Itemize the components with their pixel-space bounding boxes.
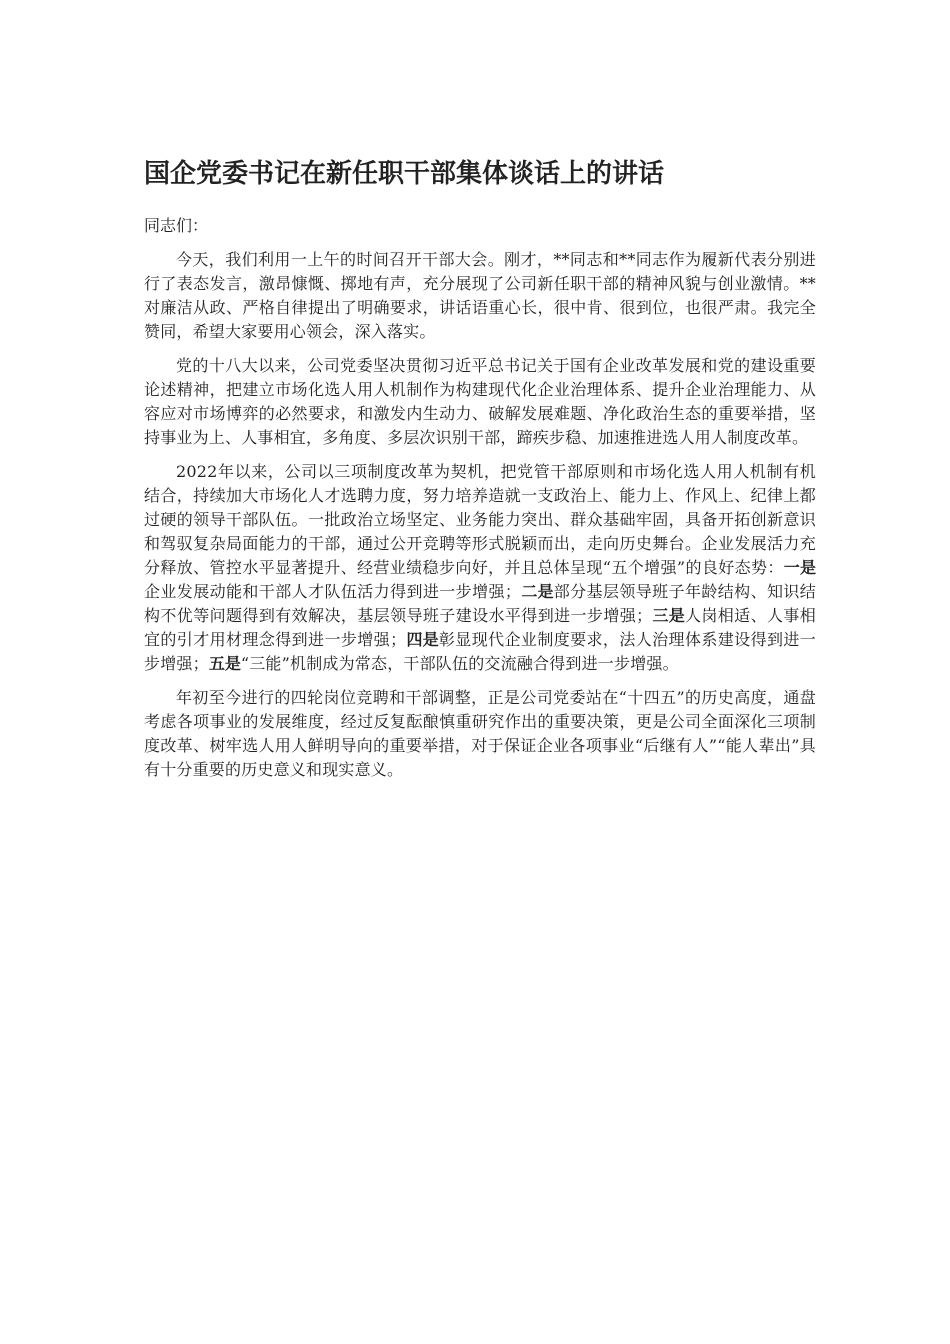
paragraph-4: 年初至今进行的四轮岗位竞聘和干部调整，正是公司党委站在“十四五”的历史高度，通盘考虑各项事业的发展维度，经过反复酝酿慎重研究作出的重要决策，更是公司全面深化三项制度改革、树牢选人用人鲜明导向的重要举措，对于保证企业各项事业“后继有人”“能人辈出”具有十分重要的历史意义和现实意义。 (144, 688, 816, 779)
paragraph-1: 今天，我们利用一上午的时间召开干部大会。刚才，**同志和**同志作为履新代表分别进行了表态发言，激昂慷慨、掷地有声，充分展现了公司新任职干部的精神风貌与创业激情。**对廉洁从政、严格自律提出了明确要求，讲话语重心长，很中肯、很到位，也很严肃。我完全赞同，希望大家要用心领会，深入落实。 (144, 250, 816, 341)
point-3-text: 人岗相适、人事相宜的引才用材理念得到进一步增强； (144, 606, 816, 649)
point-2-label: 二是 (521, 582, 554, 601)
paragraph-2: 党的十八大以来，公司党委坚决贯彻习近平总书记关于国有企业改革发展和党的建设重要论述精神，把建立市场化选人用人机制作为构建现代化企业治理体系、提升企业治理能力、从容应对市场博弈的必然要求，和激发内生动力、破解发展难题、净化政治生态的重要举措，坚持事业为上、人事相宜，多角度、多层次识别干部，蹄疾步稳、加速推进选人用人制度改革。 (144, 356, 816, 447)
point-5-text: “三能”机制成为常态，干部队伍的交流融合得到进一步增强。 (240, 654, 679, 673)
paragraph-3-intro: 2022年以来，公司以三项制度改革为契机，把党管干部原则和市场化选人用人机制有机结合，持续加大市场化人才选聘力度，努力培养造就一支政治上、能力上、作风上、纪律上都过硬的领导干部队伍。一批政治立场坚定、业务能力突出、群众基础牢固，具备开拓创新意识和驾驭复杂局面能力的干部，通过公开竞聘等形式脱颖而出，走向历史舞台。企业发展活力充分释放、管控水平显著提升、经营业绩稳步向好，并且总体呈现“五个增强”的良好态势： (144, 462, 816, 577)
point-2-text: 部分基层领导班子年龄结构、知识结构不优等问题得到有效解决，基层领导班子建设水平得到进一步增强； (144, 582, 816, 625)
point-3-label: 三是 (652, 606, 685, 625)
paragraph-3 (144, 460, 816, 676)
point-1-label: 一是 (783, 558, 816, 577)
point-5-label: 五是 (208, 654, 241, 673)
point-4-label: 四是 (406, 630, 439, 649)
salutation: 同志们： (144, 216, 209, 235)
point-4-text: 彰显现代企业制度要求，法人治理体系建设得到进一步增强； (144, 630, 816, 673)
point-1-text: 企业发展动能和干部人才队伍活力得到进一步增强； (144, 582, 522, 601)
document-title: 国企党委书记在新任职干部集体谈话上的讲话 (144, 159, 665, 189)
document-body (144, 152, 816, 782)
